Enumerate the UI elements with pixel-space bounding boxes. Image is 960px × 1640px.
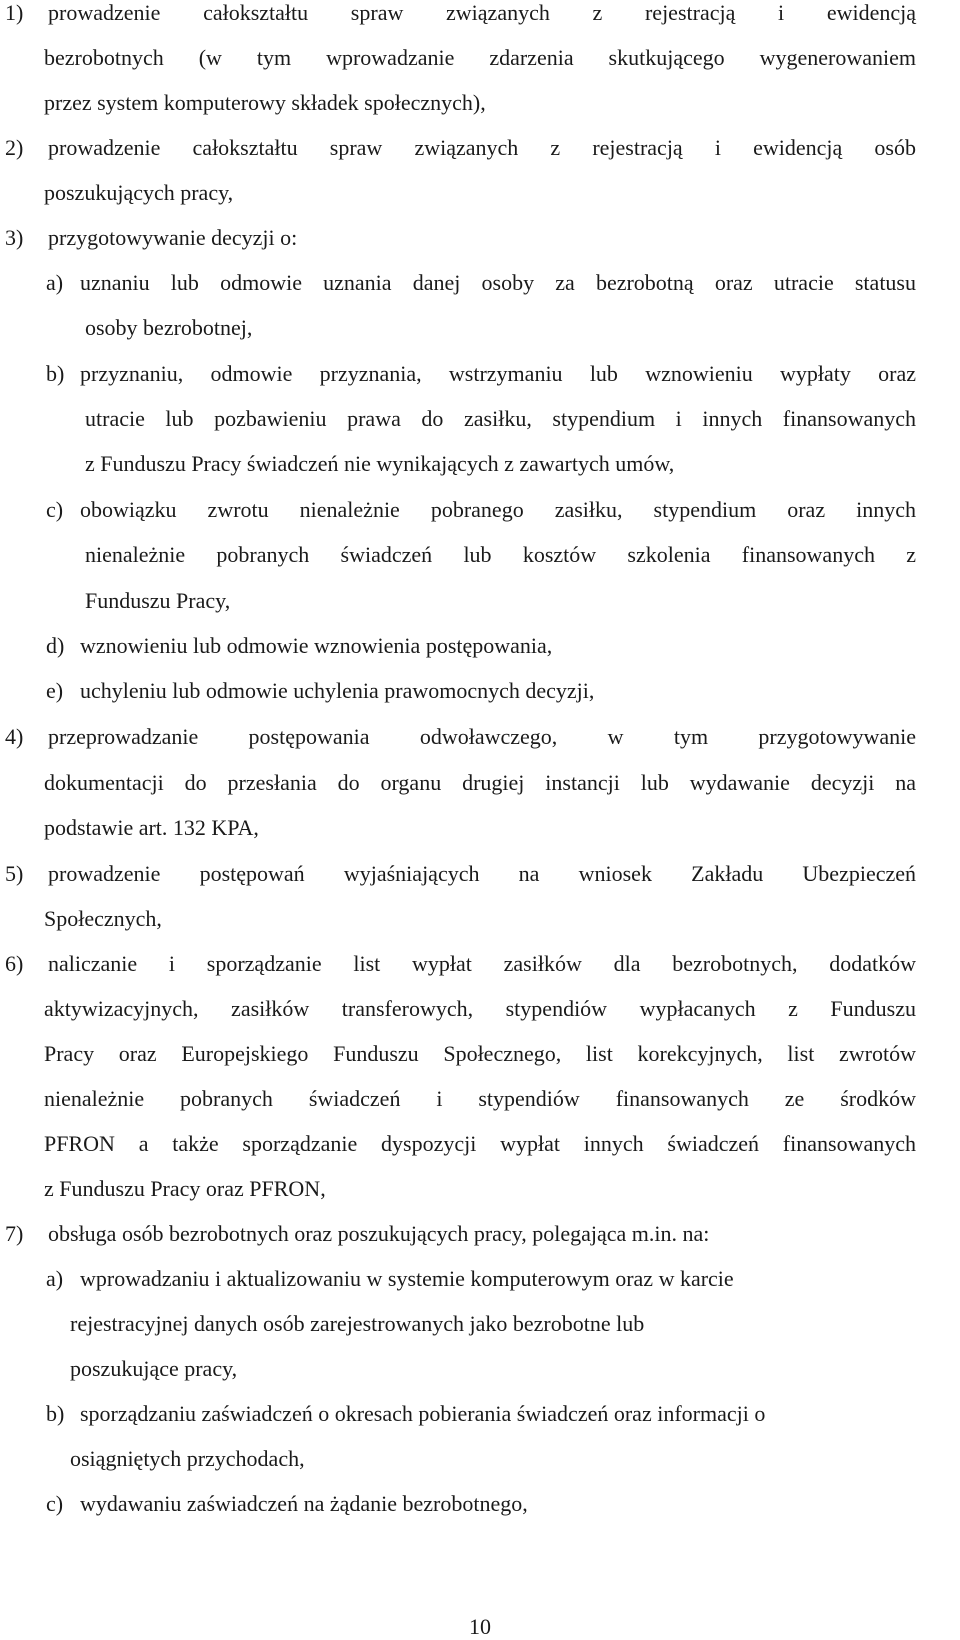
text-line: osoby bezrobotnej,	[85, 315, 253, 340]
text-line: prowadzenie całokształtu spraw związanych z rejestracją i ewidencją osób	[48, 135, 916, 160]
list-letter: d)	[46, 633, 65, 658]
list-number: 1)	[5, 0, 24, 25]
text-line: prowadzenie postępowań wyjaśniających na wniosek Zakładu Ubezpieczeń	[48, 861, 916, 886]
text-line: przyznaniu, odmowie przyznania, wstrzymaniu lub wznowieniu wypłaty oraz	[80, 361, 916, 386]
text-line: Społecznych,	[44, 906, 162, 931]
text-line: nienależnie pobranych świadczeń lub kosztów szkolenia finansowanych z	[85, 542, 916, 567]
text-line: obowiązku zwrotu nienależnie pobranego zasiłku, stypendium oraz innych	[80, 497, 916, 522]
list-letter: a)	[46, 270, 64, 295]
text-line: osiągniętych przychodach,	[70, 1446, 305, 1471]
list-number: 2)	[5, 135, 24, 160]
text-line: PFRON a także sporządzanie dyspozycji wypłat innych świadczeń finansowanych	[44, 1131, 916, 1156]
text-line: sporządzaniu zaświadczeń o okresach pobierania świadczeń oraz informacji o	[80, 1401, 766, 1426]
text-line: nienależnie pobranych świadczeń i stypendiów finansowanych ze środków	[44, 1086, 916, 1111]
text-line: obsługa osób bezrobotnych oraz poszukujących pracy, polegająca m.in. na:	[48, 1221, 710, 1246]
text-line: podstawie art. 132 KPA,	[44, 815, 259, 840]
list-number: 5)	[5, 861, 24, 886]
list-letter: b)	[46, 1401, 65, 1426]
list-number: 7)	[5, 1221, 24, 1246]
text-line: wydawaniu zaświadczeń na żądanie bezrobotnego,	[80, 1491, 528, 1516]
text-line: aktywizacyjnych, zasiłków transferowych, stypendiów wypłacanych z Funduszu	[44, 996, 916, 1021]
text-line: utracie lub pozbawieniu prawa do zasiłku, stypendium i innych finansowanych	[85, 406, 916, 431]
text-line: Pracy oraz Europejskiego Funduszu Społecznego, list korekcyjnych, list zwrotów	[44, 1041, 916, 1066]
text-line: z Funduszu Pracy świadczeń nie wynikających z zawartych umów,	[85, 451, 675, 476]
text-line: poszukujących pracy,	[44, 180, 234, 205]
text-line: bezrobotnych (w tym wprowadzanie zdarzenia skutkującego wygenerowaniem	[44, 45, 916, 70]
text-line: dokumentacji do przesłania do organu drugiej instancji lub wydawanie decyzji na	[44, 770, 916, 795]
text-line: uchyleniu lub odmowie uchylenia prawomocnych decyzji,	[80, 678, 595, 703]
text-line: przez system komputerowy składek społecznych),	[44, 90, 486, 115]
text-line: z Funduszu Pracy oraz PFRON,	[44, 1176, 326, 1201]
text-line: wprowadzaniu i aktualizowaniu w systemie komputerowym oraz w karcie	[80, 1266, 734, 1291]
text-line: poszukujące pracy,	[70, 1356, 238, 1381]
text-line: prowadzenie całokształtu spraw związanych z rejestracją i ewidencją	[48, 0, 916, 25]
text-line: przygotowywanie decyzji o:	[48, 225, 298, 250]
page-number: 10	[469, 1614, 491, 1639]
list-number: 4)	[5, 724, 24, 749]
text-line: uznaniu lub odmowie uznania danej osoby za bezrobotną oraz utracie statusu	[80, 270, 916, 295]
text-line: wznowieniu lub odmowie wznowienia postępowania,	[80, 633, 553, 658]
list-letter: a)	[46, 1266, 64, 1291]
text-line: przeprowadzanie postępowania odwoławczego, w tym przygotowywanie	[48, 724, 916, 749]
list-number: 6)	[5, 951, 24, 976]
list-letter: c)	[46, 497, 64, 522]
list-letter: b)	[46, 361, 65, 386]
text-line: Funduszu Pracy,	[85, 588, 231, 613]
text-line: rejestracyjnej danych osób zarejestrowanych jako bezrobotne lub	[70, 1311, 645, 1336]
text-line: naliczanie i sporządzanie list wypłat zasiłków dla bezrobotnych, dodatków	[48, 951, 916, 976]
list-number: 3)	[5, 225, 24, 250]
list-letter: e)	[46, 678, 64, 703]
list-letter: c)	[46, 1491, 64, 1516]
